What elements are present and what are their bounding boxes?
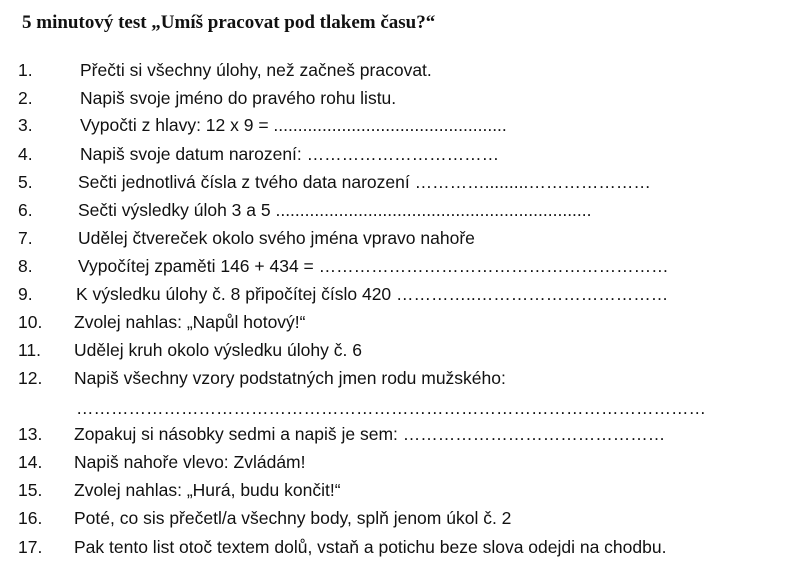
task-number: 8.	[18, 256, 33, 276]
task-number: 16.	[18, 508, 43, 528]
task-text: Poté, co sis přečetl/a všechny body, splň jenom úkol č. 2	[74, 508, 512, 528]
task-text: Napiš svoje datum narození: ……………………………	[80, 144, 500, 164]
task-number: 5.	[18, 172, 33, 192]
task-number: 14.	[18, 452, 43, 472]
task-number: 10.	[18, 312, 43, 332]
task-text: Napiš nahoře vlevo: Zvládám!	[74, 452, 306, 472]
task-text: Vypočítej zpaměti 146 + 434 = ……………………………………………………	[78, 256, 669, 276]
task-text: Napiš všechny vzory podstatných jmen rodu mužského:	[74, 368, 506, 388]
task-number: 6.	[18, 200, 33, 220]
task-text: Napiš svoje jméno do pravého rohu listu.	[80, 88, 397, 108]
task-number: 1.	[18, 60, 33, 80]
task-text: Zopakuj si násobky sedmi a napiš je sem: ………………………………………	[74, 424, 666, 444]
task-number: 7.	[18, 228, 33, 248]
task-text: Přečti si všechny úlohy, než začneš pracovat.	[80, 60, 432, 80]
task-text: Vypočti z hlavy: 12 x 9 = ................................................	[80, 115, 507, 135]
task-number: 2.	[18, 88, 33, 108]
task-text: K výsledku úlohy č. 8 připočítej číslo 420 …………..……………………………	[76, 284, 669, 304]
task-12-answer-line: ………………………………………………………………………………………………	[76, 398, 706, 418]
task-text: Udělej kruh okolo výsledku úlohy č. 6	[74, 340, 362, 360]
task-number: 17.	[18, 537, 43, 557]
task-number: 4.	[18, 144, 33, 164]
task-number: 13.	[18, 424, 43, 444]
task-text: Zvolej nahlas: „Napůl hotový!“	[74, 312, 306, 332]
task-number: 15.	[18, 480, 43, 500]
task-number: 12.	[18, 368, 43, 388]
task-number: 9.	[18, 284, 33, 304]
worksheet-title: 5 minutový test „Umíš pracovat pod tlakem času?“	[22, 12, 436, 33]
task-text: Pak tento list otoč textem dolů, vstaň a potichu beze slova odejdi na chodbu.	[74, 537, 667, 557]
task-text: Zvolej nahlas: „Hurá, budu končit!“	[74, 480, 341, 500]
task-text: Sečti výsledky úloh 3 a 5 .................................................................	[78, 200, 592, 220]
task-text: Udělej čtvereček okolo svého jména vpravo nahoře	[78, 228, 475, 248]
task-number: 3.	[18, 115, 33, 135]
task-text: Sečti jednotlivá čísla z tvého data narození ………….........…………………	[78, 172, 651, 192]
task-number: 11.	[18, 340, 42, 360]
